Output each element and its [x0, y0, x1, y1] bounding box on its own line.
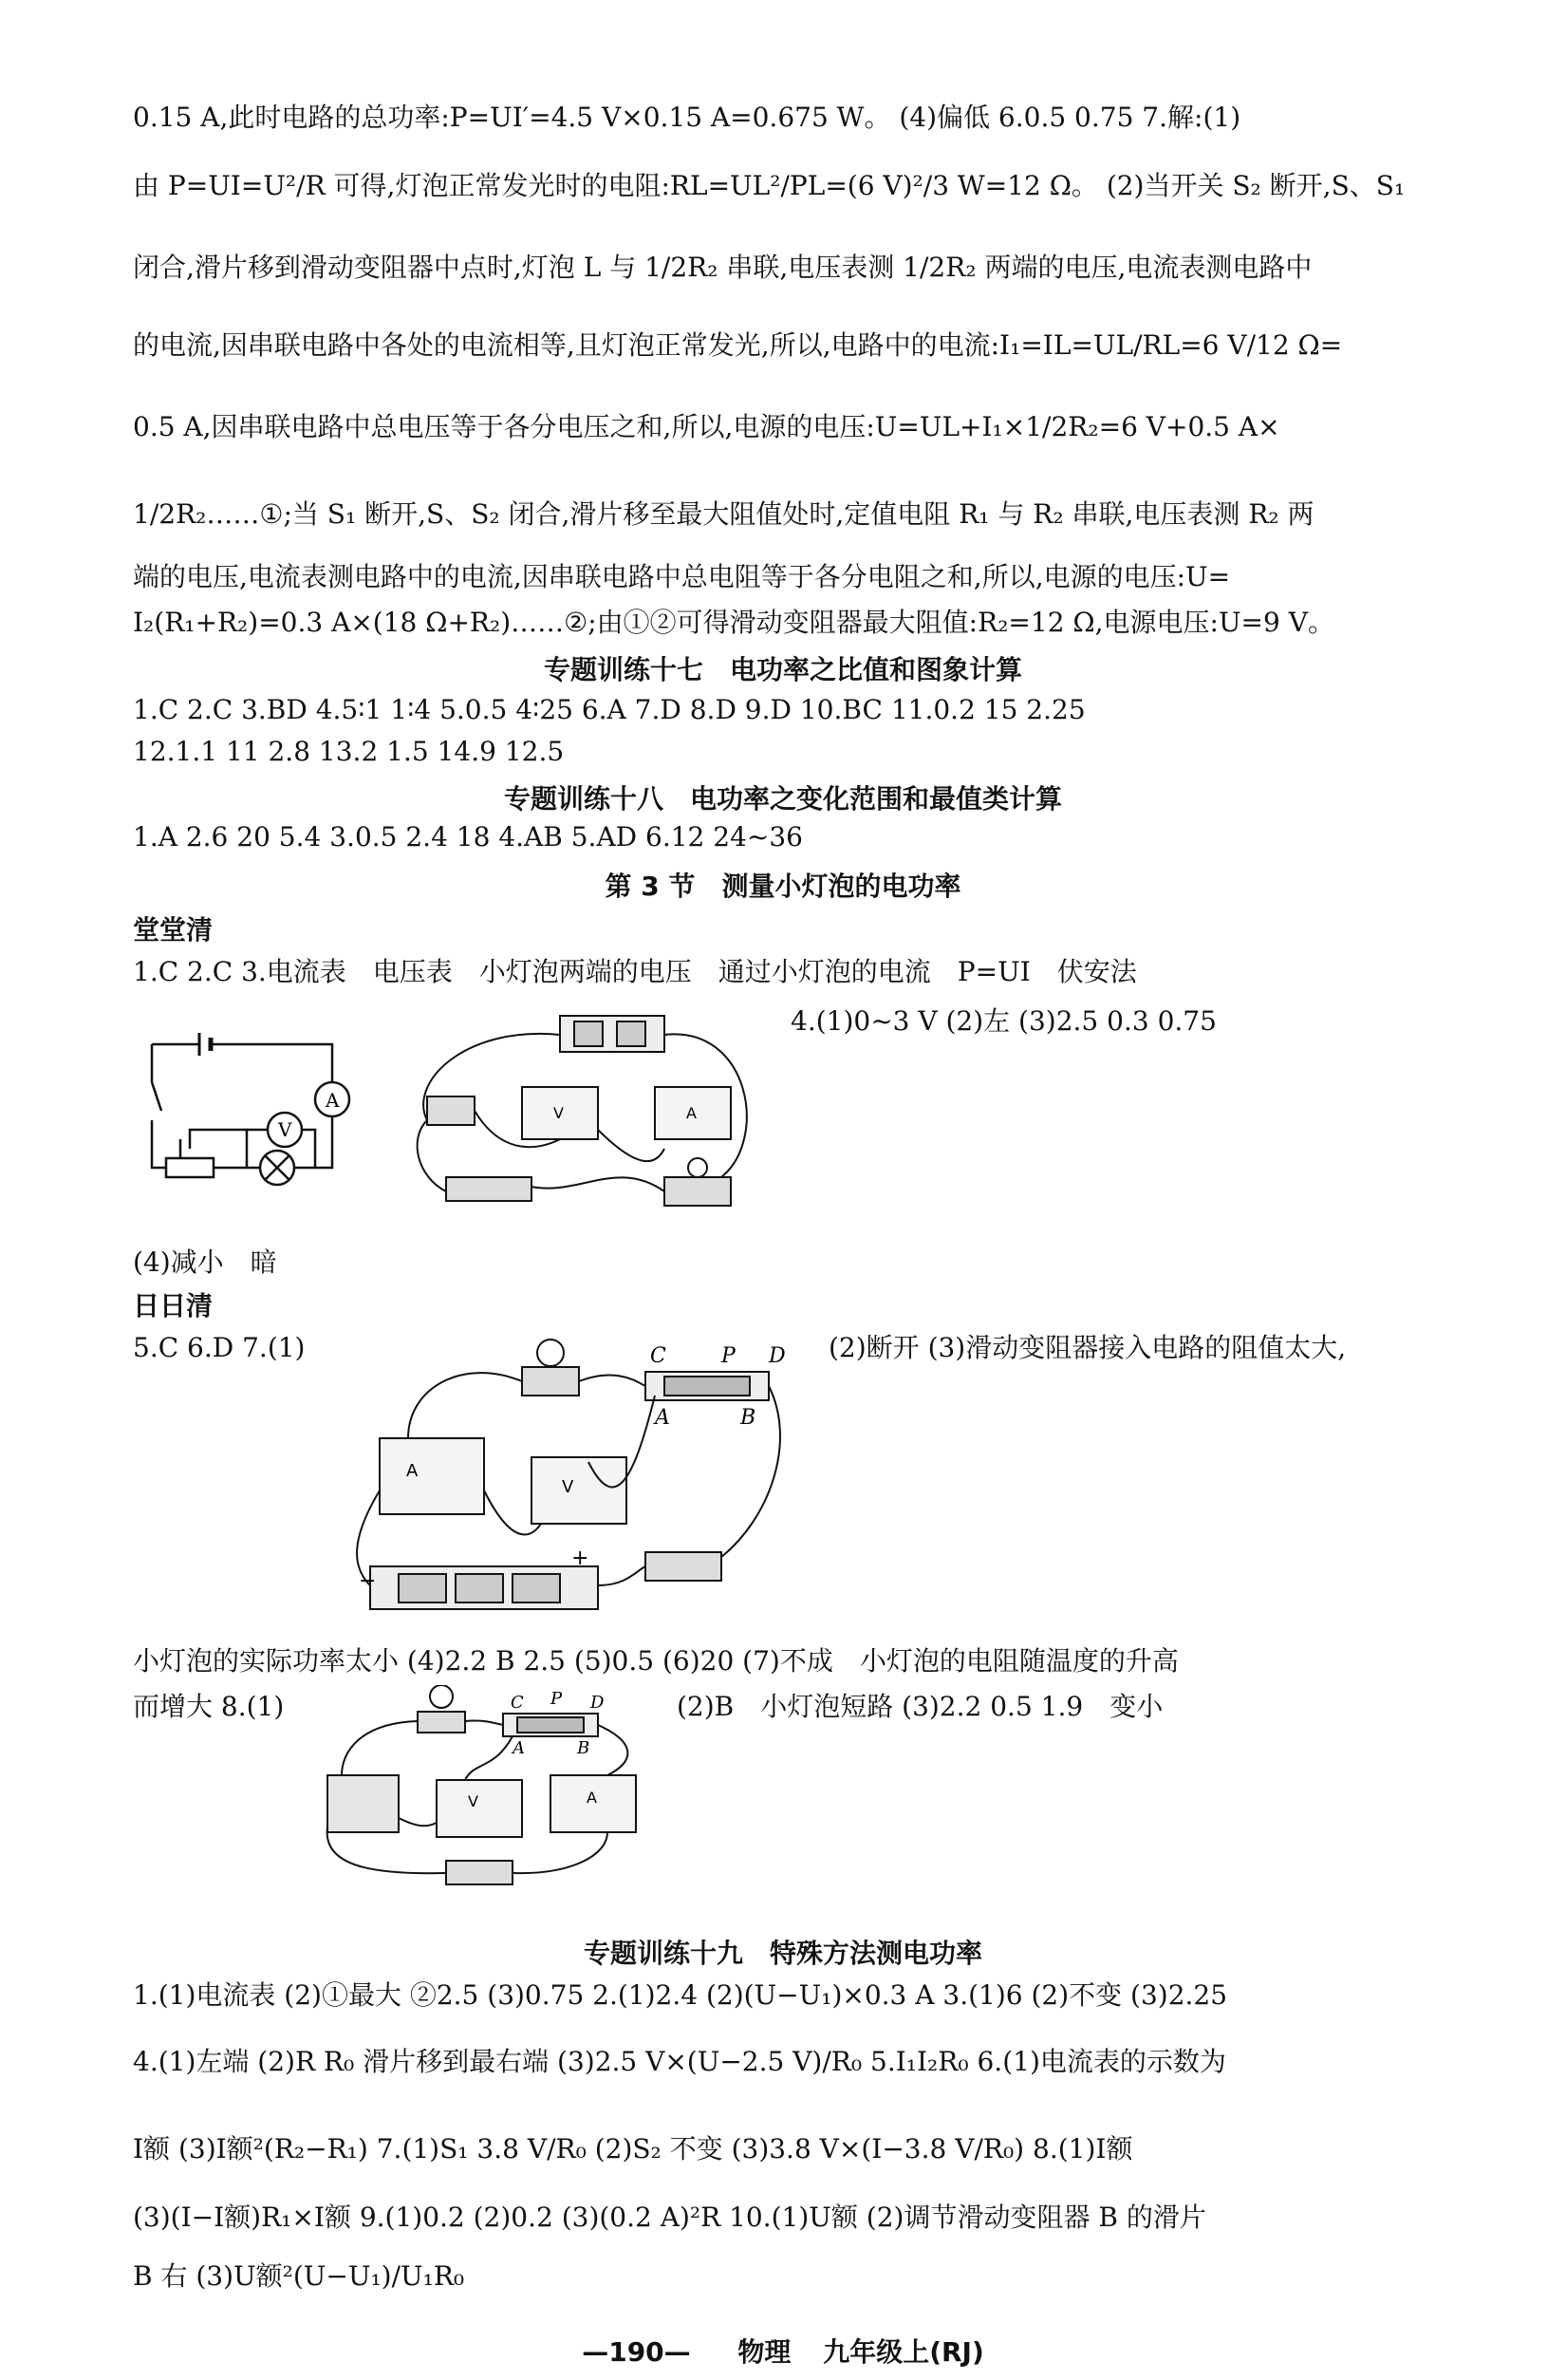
subsection-title: 日日清 [133, 1290, 214, 1321]
terminal-c-label: C [511, 1693, 524, 1713]
section-heading: 专题训练十八 电功率之变化范围和最值类计算 [503, 783, 1062, 815]
voltmeter-symbol-label: V [278, 1118, 292, 1141]
circuit-wiring-diagram [408, 1006, 769, 1225]
answer-line: 小灯泡的实际功率太小 (4)2.2 B 2.5 (5)0.5 (6)20 (7)不成 小灯泡的电阻随温度的升高 [133, 1645, 1179, 1677]
terminal-b-label: B [740, 1406, 756, 1430]
answer-line: 1.C 2.C 3.BD 4.5∶1 1∶4 5.0.5 4∶25 6.A 7.D 8.D 9.D 10.BC 11.0.2 15 2.25 [133, 694, 1086, 725]
answer-line: B 右 (3)U额²(U−U₁)/U₁R₀ [133, 2260, 465, 2292]
terminal-d-label: D [769, 1344, 786, 1368]
ammeter-label: A [686, 1104, 697, 1122]
text-line: 1/2R₂……①;当 S₁ 断开,S、S₂ 闭合,滑片移至最大阻值处时,定值电阻 R₁ 与 R₂ 串联,电压表测 R₂ 两 [133, 498, 1314, 530]
subsection-title: 堂堂清 [133, 914, 214, 946]
answer-line: 1.C 2.C 3.电流表 电压表 小灯泡两端的电压 通过小灯泡的电流 P=UI 伏安法 [133, 956, 1137, 987]
terminal-b-label: B [577, 1738, 590, 1758]
terminal-a-label: A [513, 1738, 525, 1758]
ammeter-label: A [587, 1789, 597, 1807]
circuit-wiring-diagram [323, 1685, 655, 1889]
answer-line: 12.1.1 11 2.8 13.2 1.5 14.9 12.5 [133, 736, 565, 767]
slider-p-label: P [550, 1689, 563, 1709]
ammeter-symbol-label: A [326, 1089, 340, 1112]
subject-label: 物理 [737, 2336, 792, 2368]
battery-plus-label: + [571, 1546, 589, 1570]
text-line: 端的电压,电流表测电路中的电流,因串联电路中总电阻等于各分电阻之和,所以,电源的电压:U= [133, 561, 1231, 592]
voltmeter-label: V [468, 1792, 478, 1810]
section-heading: 专题训练十九 特殊方法测电功率 [583, 1938, 982, 1969]
battery-minus-label: − [359, 1569, 377, 1593]
text-line: 0.5 A,因串联电路中总电压等于各分电压之和,所以,电源的电压:U=UL+I₁×1/2R₂=6 V+0.5 A× [133, 411, 1280, 442]
text-line: 闭合,滑片移到滑动变阻器中点时,灯泡 L 与 1/2R₂ 串联,电压表测 1/2R₂ 两端的电压,电流表测电路中 [133, 252, 1313, 283]
text-line: 的电流,因串联电路中各处的电流相等,且灯泡正常发光,所以,电路中的电流:I₁=IL=UL/RL=6 V/12 Ω= [133, 329, 1343, 361]
answer-line: I额 (3)I额²(R₂−R₁) 7.(1)S₁ 3.8 V/R₀ (2)S₂ 不变 (3)3.8 V×(I−3.8 V/R₀) 8.(1)I额 [133, 2133, 1133, 2164]
section-heading: 第 3 节 测量小灯泡的电功率 [605, 871, 961, 902]
answer-line: 4.(1)0~3 V (2)左 (3)2.5 0.3 0.75 [791, 1005, 1217, 1037]
circuit-schematic [142, 1025, 361, 1187]
text-line: 由 P=UI=U²/R 可得,灯泡正常发光时的电阻:RL=UL²/PL=(6 V)²/3 W=12 Ω。 (2)当开关 S₂ 断开,S、S₁ [133, 170, 1406, 201]
answer-line: (4)减小 暗 [133, 1246, 277, 1278]
answer-line: (2)断开 (3)滑动变阻器接入电路的阻值太大, [829, 1332, 1347, 1363]
terminal-a-label: A [655, 1406, 670, 1430]
page-number: —190— [582, 2336, 691, 2368]
section-heading: 专题训练十七 电功率之比值和图象计算 [543, 654, 1022, 685]
answer-line: (2)B 小灯泡短路 (3)2.2 0.5 1.9 变小 [677, 1691, 1164, 1722]
voltmeter-label: V [562, 1477, 574, 1497]
circuit-wiring-diagram [351, 1329, 807, 1623]
slider-p-label: P [721, 1344, 736, 1368]
ammeter-label: A [406, 1461, 419, 1481]
answer-line: (3)(I−I额)R₁×I额 9.(1)0.2 (2)0.2 (3)(0.2 A)²R 10.(1)U额 (2)调节滑动变阻器 B 的滑片 [133, 2202, 1206, 2233]
terminal-d-label: D [590, 1693, 605, 1713]
page-footer [0, 2332, 1566, 2370]
answer-line: 而增大 8.(1) [133, 1691, 285, 1722]
text-line: I₂(R₁+R₂)=0.3 A×(18 Ω+R₂)……②;由①②可得滑动变阻器最大阻值:R₂=12 Ω,电源电压:U=9 V。 [133, 607, 1334, 638]
answer-line: 4.(1)左端 (2)R R₀ 滑片移到最右端 (3)2.5 V×(U−2.5 V)/R₀ 5.I₁I₂R₀ 6.(1)电流表的示数为 [133, 2046, 1226, 2077]
terminal-c-label: C [650, 1344, 666, 1368]
voltmeter-label: V [553, 1104, 564, 1122]
answer-line: 1.(1)电流表 (2)①最大 ②2.5 (3)0.75 2.(1)2.4 (2)(U−U₁)×0.3 A 3.(1)6 (2)不变 (3)2.25 [133, 1979, 1228, 2011]
answer-line: 1.A 2.6 20 5.4 3.0.5 2.4 18 4.AB 5.AD 6.12 24~36 [133, 821, 803, 853]
answer-line: 5.C 6.D 7.(1) [133, 1332, 306, 1363]
text-line: 0.15 A,此时电路的总功率:P=UI′=4.5 V×0.15 A=0.675 W。 (4)偏低 6.0.5 0.75 7.解:(1) [133, 102, 1241, 133]
grade-label: 九年级上(RJ) [823, 2336, 984, 2368]
